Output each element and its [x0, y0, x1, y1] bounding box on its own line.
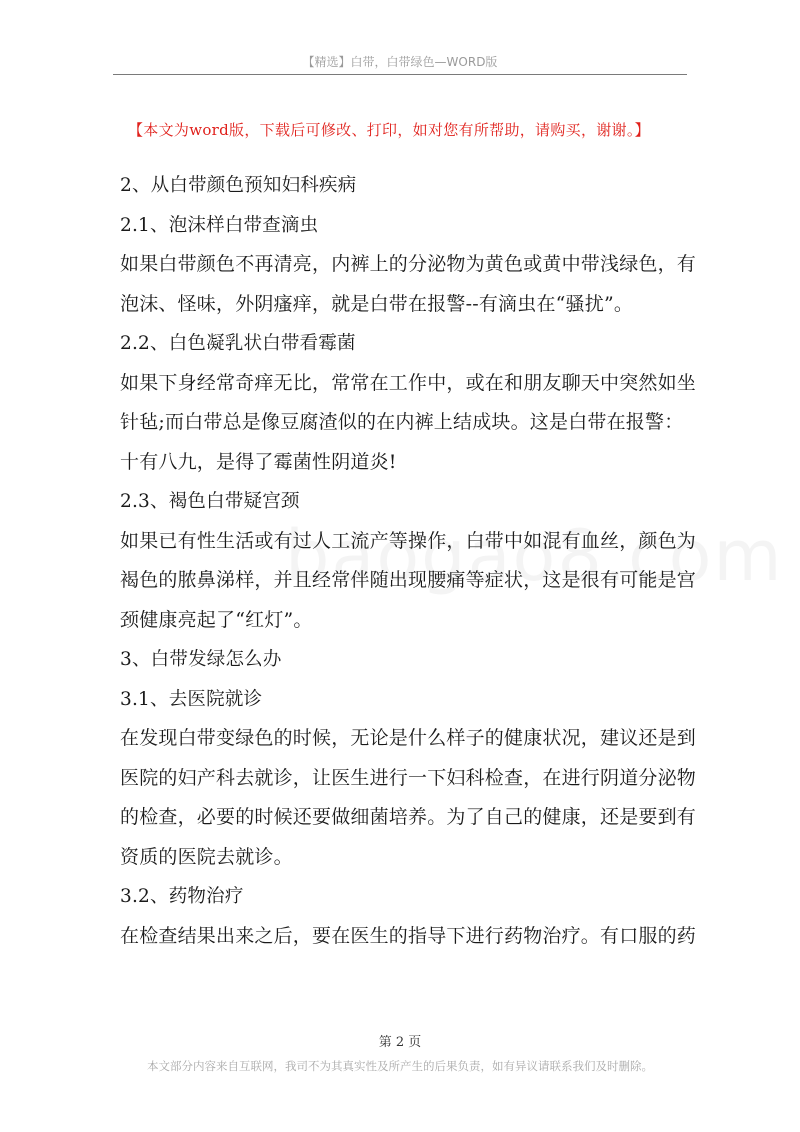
paragraph-line: 如果已有性生活或有过人工流产等操作，白带中如混有血丝，颜色为 — [120, 529, 697, 552]
section-heading: 3.1、去医院就诊 — [120, 688, 263, 710]
section-heading: 2.2、白色凝乳状白带看霉菌 — [120, 333, 356, 354]
paragraph-line: 泡沫、怪味，外阴瘙痒，就是白带在报警--有滴虫在“骚扰”。 — [120, 292, 634, 315]
section-heading: 2.3、褐色白带疑宫颈 — [120, 491, 300, 512]
purchase-notice: 【本文为word版，下载后可修改、打印，如对您有所帮助，请购买，谢谢。】 — [128, 121, 650, 139]
section-heading: 3.2、药物治疗 — [120, 886, 244, 907]
document-body — [120, 166, 697, 956]
paragraph-line: 褐色的脓鼻涕样，并且经常伴随出现腰痛等症状，这是很有可能是宫 — [120, 569, 697, 591]
paragraph-line: 在发现白带变绿色的时候，无论是什么样子的健康状况，建议还是到 — [120, 727, 697, 749]
header-divider — [113, 74, 687, 75]
section-heading: 2.1、泡沫样白带查滴虫 — [120, 214, 319, 236]
section-heading: 2、从白带颜色预知妇科疾病 — [120, 175, 357, 196]
paragraph-line: 颈健康亮起了“红灯”。 — [120, 608, 313, 631]
page-number: 第 2 页 — [378, 1035, 422, 1050]
paragraph-line: 的检查，必要的时候还要做细菌培养。为了自己的健康，还是要到有 — [120, 806, 697, 828]
paragraph-line: 如果白带颜色不再清亮，内裤上的分泌物为黄色或黄中带浅绿色，有 — [120, 253, 697, 275]
paragraph-line: 在检查结果出来之后，要在医生的指导下进行药物治疗。有口服的药 — [120, 924, 697, 947]
footer-disclaimer: 本文部分内容来自互联网，我司不为其真实性及所产生的后果负责，如有异议请联系我们及时删除。 — [147, 1059, 653, 1073]
paragraph-line: 十有八九，是得了霉菌性阴道炎! — [120, 450, 397, 473]
paragraph-line: 医院的妇产科去就诊，让医生进行一下妇科检查，在进行阴道分泌物 — [120, 766, 697, 789]
paragraph-line: 针毡;而白带总是像豆腐渣似的在内裤上结成块。这是白带在报警： — [120, 411, 684, 433]
section-heading: 3、白带发绿怎么办 — [120, 649, 282, 670]
paragraph-line: 如果下身经常奇痒无比，常常在工作中，或在和朋友聊天中突然如坐 — [120, 371, 697, 394]
page-header: 【精选】白带，白带绿色—WORD版 — [302, 55, 498, 69]
paragraph-line: 资质的医院去就诊。 — [120, 845, 293, 868]
